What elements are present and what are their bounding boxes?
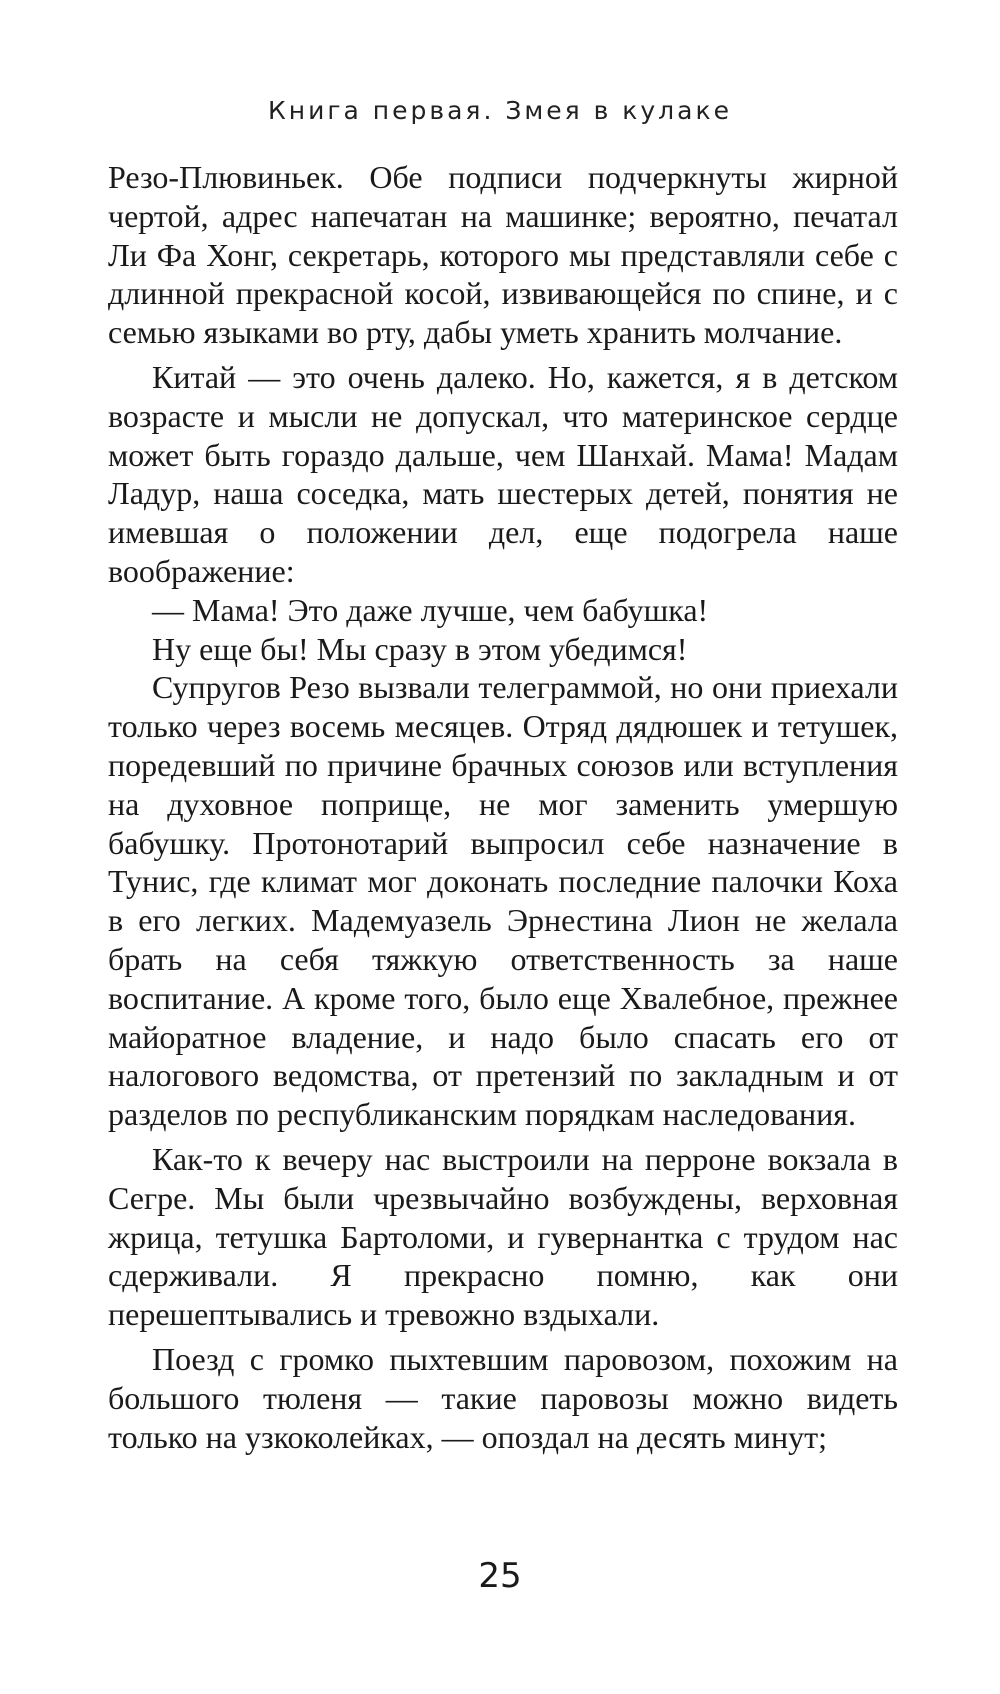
paragraph: Ну еще бы! Мы сразу в этом убедимся!: [152, 630, 688, 667]
paragraph: Как-то к вечеру нас выстроили на перроне вокзала в Сегре. Мы были чрезвычайно возбуждены, верховная жрица, тетушка Бартоломи, и гувернантка с трудом нас сдерживали. Я прекрасно помню, как они перешептывались и тревожно вздыхали.: [108, 1140, 898, 1333]
paragraph-continuation: Резо-Плювиньек. Обе подписи подчеркнуты жирной чертой, адрес напечатан на машинке; вероятно, печатал Ли Фа Хонг, секретарь, которого мы представляли себе с длинной прекрасной косой, извивающейся по спине, и с семью языками во рту, дабы уметь хранить молчание.: [108, 159, 898, 351]
paragraph: Супругов Резо вызвали телеграммой, но они приехали только через восемь месяцев. Отряд дядюшек и тетушек, поредевший по причине брачных союзов или вступления на духовное поприще, не мог заменить умершую бабушку. Протонотарий выпросил себе назначение в Тунис, где климат мог доконать последние палочки Коха в его легких. Мадемуазель Эрнестина Лион не желала брать на себя тяжкую ответственность за наше воспитание. А кроме того, было еще Хвалебное, прежнее майоратное владение, и надо было спасать его от налогового ведомства, от претензий по закладным и от разделов по республиканским порядкам наследования.: [108, 669, 898, 1133]
paragraph-dialogue: — Мама! Это даже лучше, чем бабушка!: [152, 591, 709, 628]
paragraph: Поезд с громко пыхтевшим паровозом, похожим на большого тюленя — такие паровозы можно видеть только на узкоколейках, — опоздал на десять минут;: [108, 1340, 898, 1455]
page-number: 25: [478, 1556, 522, 1596]
body-text: [108, 158, 898, 1456]
running-head: Книга первая. Змея в кулаке: [268, 96, 732, 125]
paragraph: Китай — это очень далеко. Но, кажется, я в детском возрасте и мысли не допускал, что материнское сердце может быть гораздо дальше, чем Шанхай. Мама! Мадам Ладур, наша соседка, мать шестерых детей, понятия не имевшая о положении дел, еще подогрела наше воображение:: [108, 358, 898, 589]
